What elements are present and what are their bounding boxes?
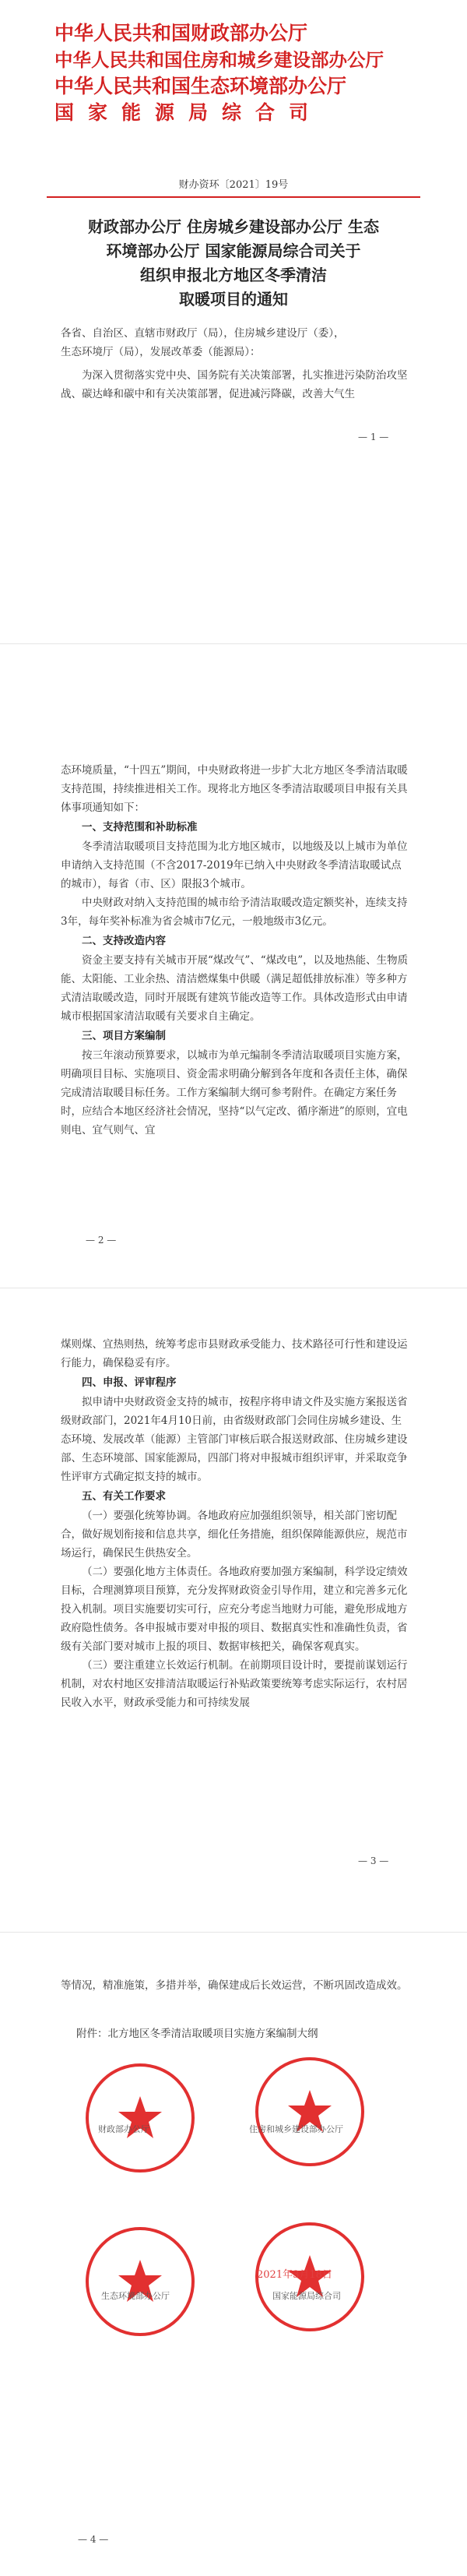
addressees xyxy=(61,324,411,361)
red-divider xyxy=(47,196,420,198)
paragraph: （三）要注重建立长效运行机制。在前期项目设计时，要提前谋划运行机制，对农村地区安排清洁取暖运行补贴政策要统筹考虑实际运行，农村居民收入水平，财政承受能力和可持续发展 xyxy=(61,1659,408,1709)
issuer-line: 国家能源局综合司 xyxy=(54,101,323,124)
page-number: — 3 — xyxy=(358,1855,389,1866)
section-heading: 一、支持范围和补助标准 xyxy=(82,821,198,833)
paragraph: 按三年滚动预算要求，以城市为单元编制冬季清洁取暖项目实施方案，明确项目目标、实施项目、资金需求明确分解到各年度和各责任主体，确保完成清洁取暖目标任务。工作方案编制大纲可参考附件。在确定方案任务时，应结合本地区经济社会情况，坚持“以气定改、循序渐进”的原则，宜电则电、宜气则气、宜 xyxy=(61,1049,408,1136)
seal-stamp xyxy=(255,2057,364,2166)
page-number: — 1 — xyxy=(358,432,389,442)
issuer-line: 中华人民共和国生态环境部办公厅 xyxy=(54,75,347,97)
paragraph: 为深入贯彻落实党中央、国务院有关决策部署，扎实推进污染防治攻坚战、碳达峰和碳中和有关决策部署，促进减污降碳，改善大气生 xyxy=(61,369,408,400)
seal-stamp xyxy=(86,2063,195,2173)
page-2 xyxy=(0,644,467,1288)
star-icon xyxy=(258,2060,361,2163)
issuer-line: 中华人民共和国住房和城乡建设部办公厅 xyxy=(54,49,384,71)
paragraph: 拟申请中央财政资金支持的城市，按程序将申请文件及实施方案报送省级财政部门，2021年4月10日前，由省级财政部门会同住房城乡建设、生态环境、发展改革（能源）主管部门审核后联合报送财政部、住房城乡建设部、生态环境部、国家能源局，四部门将对申报城市组织评审，并采取竞争性评审方式确定拟支持的城市。 xyxy=(61,1396,408,1483)
paragraph: 资金主要支持有关城市开展“煤改气”、“煤改电”，以及地热能、生物质能、太阳能、工业余热、清洁燃煤集中供暖（满足超低排放标准）等多种方式清洁取暖改造，同时开展既有建筑节能改造等工作。具体改造形式由申请城市根据国家清洁取暖有关要求自主确定。 xyxy=(61,954,409,1023)
page-3 xyxy=(0,1288,467,1932)
title-line: 组织申报北方地区冬季清洁 xyxy=(140,266,327,284)
body-text xyxy=(61,1976,411,1995)
issuer-line: 中华人民共和国财政部办公厅 xyxy=(54,22,308,44)
page-number: — 2 — xyxy=(86,1235,117,1246)
body-text xyxy=(61,366,411,403)
section-heading: 四、申报、评审程序 xyxy=(82,1376,177,1389)
section-heading: 五、有关工作要求 xyxy=(82,1490,166,1503)
paragraph: 态环境质量，“十四五”期间，中央财政将进一步扩大北方地区冬季清洁取暖支持范围，持续推进相关工作。现将北方地区冬季清洁取暖项目申报有关具体事项通知如下： xyxy=(61,764,408,814)
signing-date: 2021年3月18日 xyxy=(257,2269,332,2281)
page-4 xyxy=(0,1933,467,2576)
title-line: 环境部办公厅 国家能源局综合司关于 xyxy=(106,241,361,260)
seal-label: 财政部办公厅 xyxy=(98,2124,149,2134)
paragraph: 中央财政对纳入支持范围的城市给予清洁取暖改造定额奖补，连续支持3年，每年奖补标准为省会城市7亿元，一般地级市3亿元。 xyxy=(61,897,408,928)
body-text xyxy=(61,1335,411,1712)
seal-area xyxy=(78,2057,405,2400)
page-1 xyxy=(0,0,467,643)
seal-label: 住房和城乡建设部办公厅 xyxy=(249,2124,343,2134)
addressee-line: 各省、自治区、直辖市财政厅（局），住房城乡建设厅（委）， xyxy=(61,327,345,340)
star-icon xyxy=(89,2067,191,2169)
title-line: 财政部办公厅 住房城乡建设部办公厅 生态 xyxy=(88,217,379,236)
body-text xyxy=(61,761,411,1140)
seal-label: 生态环境部办公厅 xyxy=(101,2291,170,2301)
addressee-line: 生态环境厅（局），发展改革委（能源局）： xyxy=(61,346,261,358)
section-heading: 二、支持改造内容 xyxy=(82,935,166,947)
star-icon xyxy=(89,2230,191,2333)
paragraph: （二）要强化地方主体责任。各地政府要加强方案编制，科学设定绩效目标，合理测算项目预算，充分发挥财政资金引导作用，建立和完善多元化投入机制。项目实施要切实可行，应充分考虑当地财力可能，避免形成地方政府隐性债务。各申报城市要对申报的项目、数据真实性和准确性负责，省级有关部门要对城市上报的项目、数据审核把关，确保客观真实。 xyxy=(61,1566,408,1653)
document-number: 财办资环〔2021〕19号 xyxy=(178,179,289,191)
issuer-header xyxy=(54,20,420,126)
seal-label: 国家能源局综合司 xyxy=(272,2291,341,2301)
paragraph: 等情况，精准施策，多措并举，确保建成后长效运营，不断巩固改造成效。 xyxy=(61,1979,408,1992)
section-heading: 三、项目方案编制 xyxy=(82,1030,166,1042)
paragraph: 冬季清洁取暖项目支持范围为北方地区城市，以地级及以上城市为单位申请纳入支持范围（不含2017-2019年已纳入中央财政冬季清洁取暖试点的城市），每省（市、区）限报3个城市。 xyxy=(61,840,408,890)
page-number: — 4 — xyxy=(78,2534,109,2545)
paragraph: （一）要强化统筹协调。各地政府应加强组织领导，相关部门密切配合，做好规划衔接和信息共享，细化任务措施，组织保障能源供应，规范市场运行，确保民生供热安全。 xyxy=(61,1510,408,1559)
title-line: 取暖项目的通知 xyxy=(179,290,288,308)
document-title xyxy=(47,215,420,312)
attachment-note: 附件：北方地区冬季清洁取暖项目实施方案编制大纲 xyxy=(76,2028,318,2040)
paragraph: 煤则煤、宜热则热，统筹考虑市县财政承受能力、技术路径可行性和建设运行能力，确保稳妥有序。 xyxy=(61,1338,408,1369)
seal-stamp xyxy=(86,2227,195,2336)
